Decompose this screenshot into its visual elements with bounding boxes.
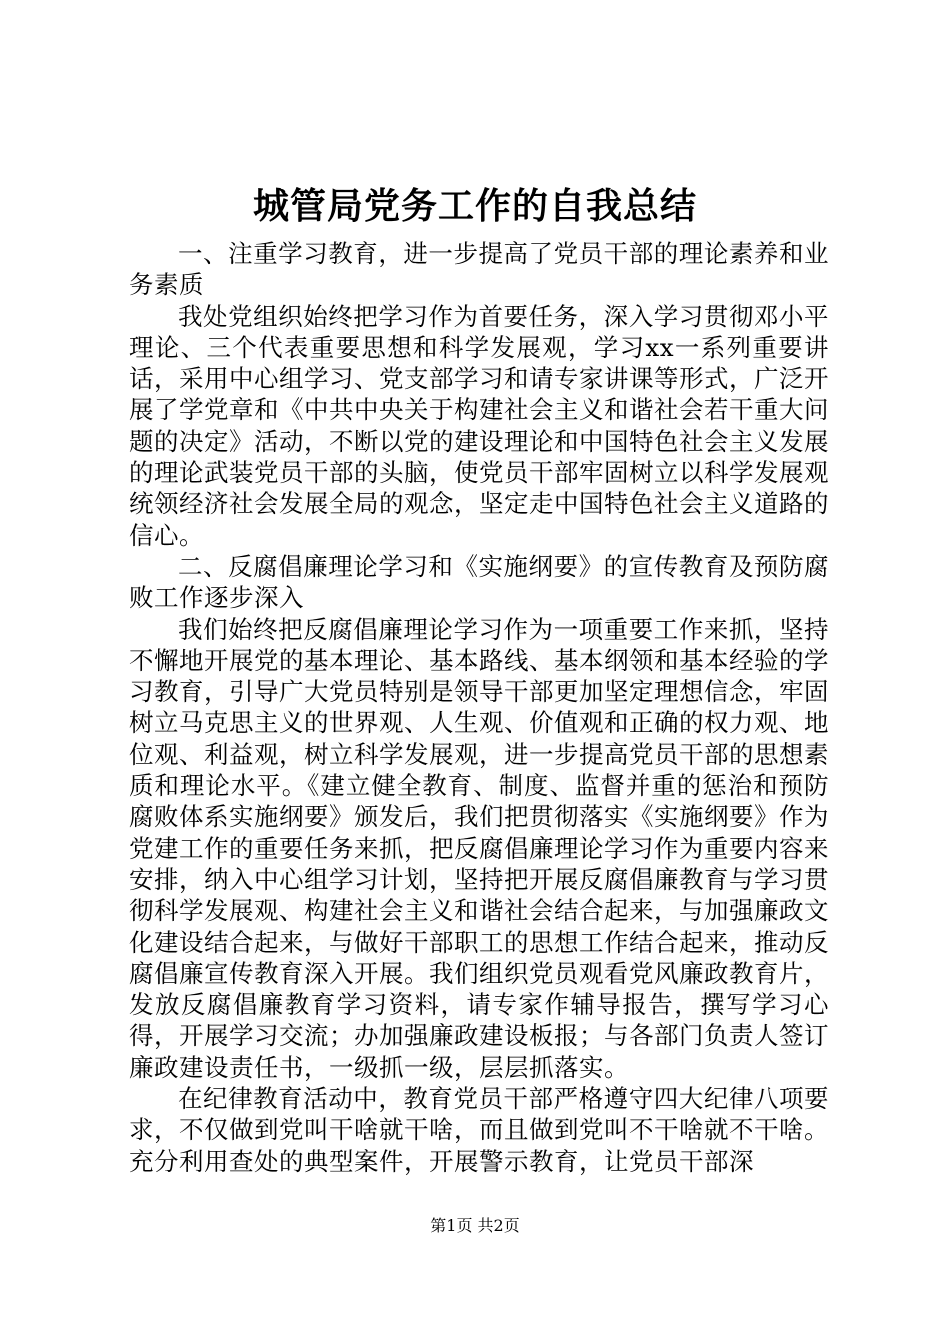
page-footer: 第1页 共2页 (430, 1216, 520, 1235)
document-body (129, 238, 829, 1177)
section-heading-1: 一、注重学习教育，进一步提高了党员干部的理论素养和业务素质 (129, 239, 829, 300)
body-paragraph-3: 在纪律教育活动中，教育党员干部严格遵守四大纪律八项要求，不仅做到党叫干啥就干啥，而且做到党叫不干啥就不干啥。充分利用查处的典型案件，开展警示教育，让党员干部深 (129, 1084, 829, 1176)
section-heading-2: 二、反腐倡廉理论学习和《实施纲要》的宣传教育及预防腐败工作逐步深入 (129, 551, 829, 613)
body-paragraph-2: 我们始终把反腐倡廉理论学习作为一项重要工作来抓，坚持不懈地开展党的基本理论、基本路线、基本纲领和基本经验的学习教育，引导广大党员特别是领导干部更加坚定理想信念，牢固树立马克思主义的世界观、人生观、价值观和正确的权力观、地位观、利益观，树立科学发展观，进一步提高党员干部的思想素质和理论水平。《建立健全教育、制度、监督并重的惩治和预防腐败体系实施纲要》颁发后，我们把贯彻落实《实施纲要》作为党建工作的重要任务来抓，把反腐倡廉理论学习作为重要内容来安排，纳入中心组学习计划，坚持把开展反腐倡廉教育与学习贯彻科学发展观、构建社会主义和谐社会结合起来，与加强廉政文化建设结合起来，与做好干部职工的思想工作结合起来，推动反腐倡廉宣传教育深入开展。我们组织党员观看党风廉政教育片，发放反腐倡廉教育学习资料，请专家作辅导报告，撰写学习心得，开展学习交流；办加强廉政建设板报；与各部门负责人签订廉政建设责任书，一级抓一级，层层抓落实。 (129, 614, 829, 1082)
document-title: 城管局党务工作的自我总结 (252, 186, 697, 227)
body-paragraph-1: 我处党组织始终把学习作为首要任务，深入学习贯彻邓小平理论、三个代表重要思想和科学发展观，学习xx一系列重要讲话，采用中心组学习、党支部学习和请专家讲课等形式，广泛开展了学党章和《中共中央关于构建社会主义和谐社会若干重大问题的决定》活动，不断以党的建设理论和中国特色社会主义发展的理论武装党员干部的头脑，使党员干部牢固树立以科学发展观统领经济社会发展全局的观念，坚定走中国特色社会主义道路的信心。 (129, 301, 829, 550)
